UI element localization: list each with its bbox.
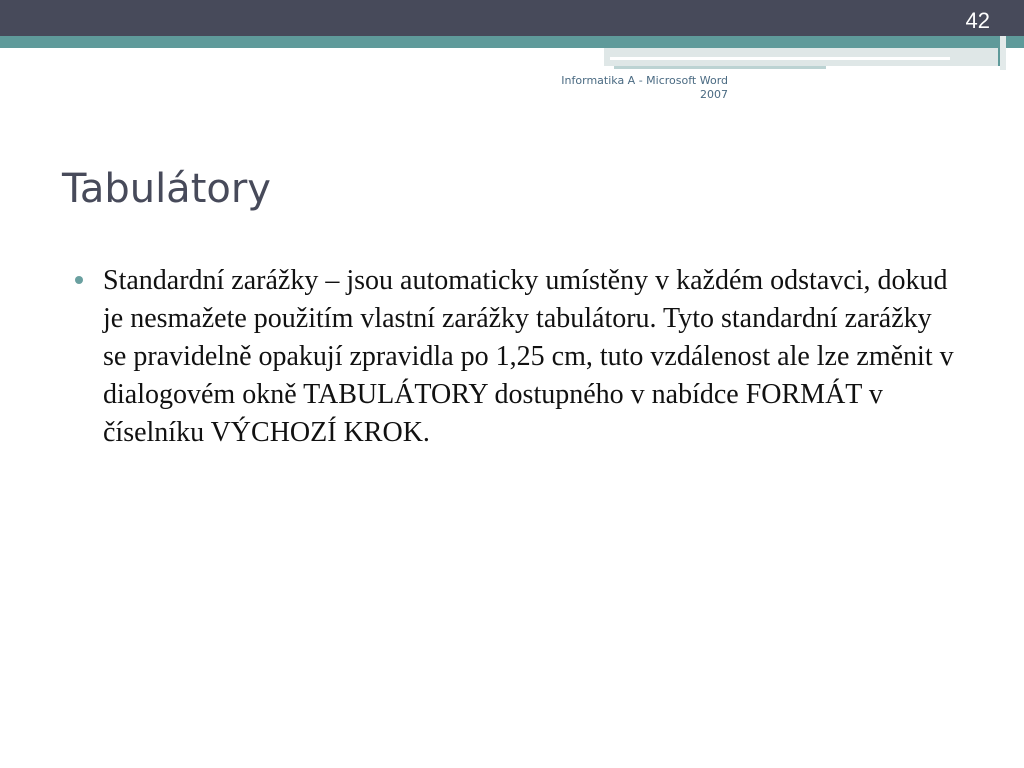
header-decor-edge bbox=[1000, 36, 1006, 70]
slide-footer: Informatika A - Microsoft Word 2007 bbox=[561, 74, 728, 101]
bullet-item bbox=[70, 262, 960, 452]
bullet-icon bbox=[75, 276, 83, 284]
bullet-text: Standardní zarážky – jsou automaticky umístěny v každém odstavci, dokud je nesmažete použitím vlastní zarážky tabulátoru. Tyto standardní zarážky se pravidelně opakují zpravidla po 1,25 cm, tuto vzdálenost ale lze změnit v dialogovém okně TABULÁTORY dostupného v nabídce FORMÁT v číselníku VÝCHOZÍ KROK. bbox=[103, 265, 954, 448]
slide-number: 42 bbox=[965, 8, 990, 33]
slide-title: Tabulátory bbox=[62, 166, 271, 212]
header-decor-line bbox=[610, 57, 950, 60]
header-bar bbox=[0, 0, 1024, 36]
bullet-list bbox=[70, 262, 960, 452]
header-decor-line bbox=[614, 66, 826, 69]
